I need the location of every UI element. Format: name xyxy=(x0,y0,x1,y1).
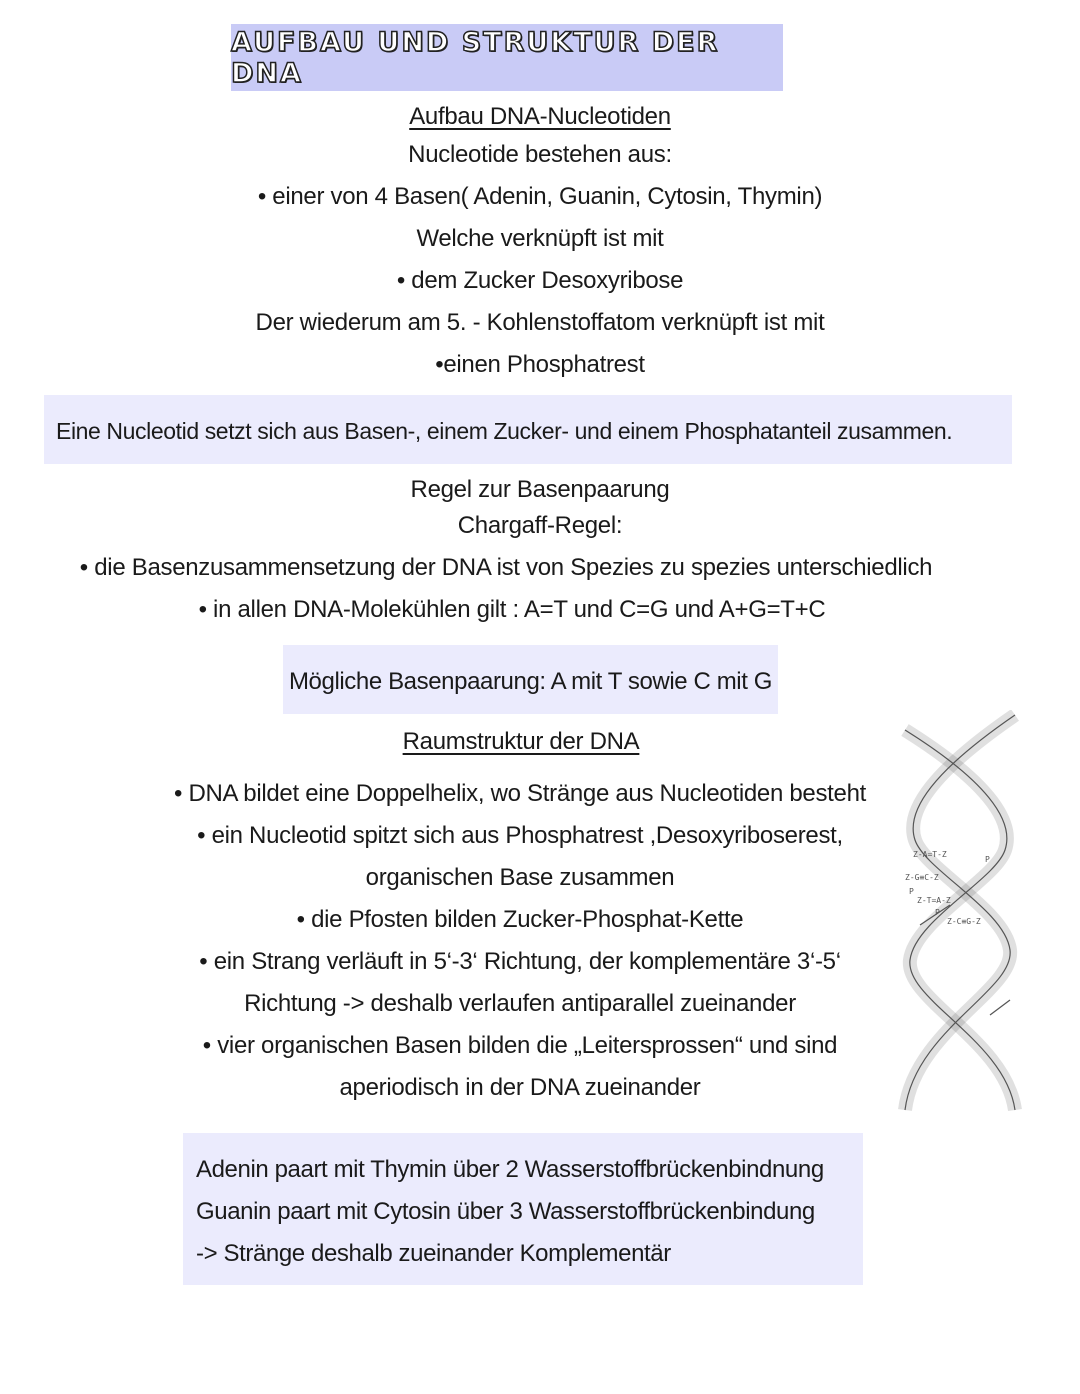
structure-line: Richtung -> deshalb verlaufen antiparallel zueinander xyxy=(244,990,796,1017)
title-banner xyxy=(231,24,783,91)
helix-label: Z-G≡C-Z xyxy=(905,873,939,882)
structure-line: • ein Strang verläuft in 5‘-3‘ Richtung, der komplementäre 3‘-5‘ xyxy=(199,948,841,975)
helix-label: Z-T=A-Z xyxy=(917,896,951,905)
structure-line: organischen Base zusammen xyxy=(365,864,675,891)
structure-heading: Raumstruktur der DNA xyxy=(402,728,640,755)
helix-label: Z-A=T-Z xyxy=(913,850,947,859)
structure-line: aperiodisch in der DNA zueinander xyxy=(339,1074,701,1101)
pairing-heading: Regel zur Basenpaarung xyxy=(410,476,670,503)
dna-double-helix-icon xyxy=(895,710,1025,1115)
nucleotide-heading: Aufbau DNA-Nucleotiden xyxy=(409,103,671,130)
structure-line: • die Pfosten bilden Zucker-Phosphat-Kette xyxy=(296,906,744,933)
helix-label: P xyxy=(985,855,990,864)
bonds-line: -> Stränge deshalb zueinander Komplementär xyxy=(196,1240,671,1267)
page-title: AUFBAU UND STRUKTUR DER DNA xyxy=(231,26,720,89)
nucleotide-line: Welche verknüpft ist mit xyxy=(416,225,664,252)
helix-label: P xyxy=(909,887,914,896)
nucleotide-line: Der wiederum am 5. - Kohlenstoffatom verknüpft ist mit xyxy=(255,309,825,336)
bonds-line: Guanin paart mit Cytosin über 3 Wasserstoffbrückenbindung xyxy=(196,1198,815,1225)
nucleotide-line: • einer von 4 Basen( Adenin, Guanin, Cytosin, Thymin) xyxy=(257,183,823,210)
structure-line: • vier organischen Basen bilden die „Leitersprossen“ und sind xyxy=(202,1032,838,1059)
nucleotide-summary: Eine Nucleotid setzt sich aus Basen-, einem Zucker- und einem Phosphatanteil zusammen. xyxy=(56,418,953,444)
pairing-line: • die Basenzusammensetzung der DNA ist von Spezies zu spezies unterschiedlich xyxy=(79,554,933,581)
pairing-line: • in allen DNA-Molekühlen gilt : A=T und C=G und A+G=T+C xyxy=(198,596,826,623)
pairing-summary: Mögliche Basenpaarung: A mit T sowie C mit G xyxy=(288,668,773,695)
structure-line: • DNA bildet eine Doppelhelix, wo Stränge aus Nucleotiden besteht xyxy=(173,780,866,807)
nucleotide-line: Nucleotide bestehen aus: xyxy=(408,141,672,168)
helix-label: P xyxy=(935,908,940,917)
pairing-line: Chargaff-Regel: xyxy=(457,512,623,539)
nucleotide-line: •einen Phosphatrest xyxy=(435,351,645,378)
helix-label: Z-C≡G-Z xyxy=(947,917,981,926)
bonds-line: Adenin paart mit Thymin über 2 Wasserstoffbrückenbindnung xyxy=(196,1156,824,1183)
nucleotide-line: • dem Zucker Desoxyribose xyxy=(396,267,684,294)
structure-line: • ein Nucleotid spitzt sich aus Phosphatrest ,Desoxyriboserest, xyxy=(197,822,843,849)
